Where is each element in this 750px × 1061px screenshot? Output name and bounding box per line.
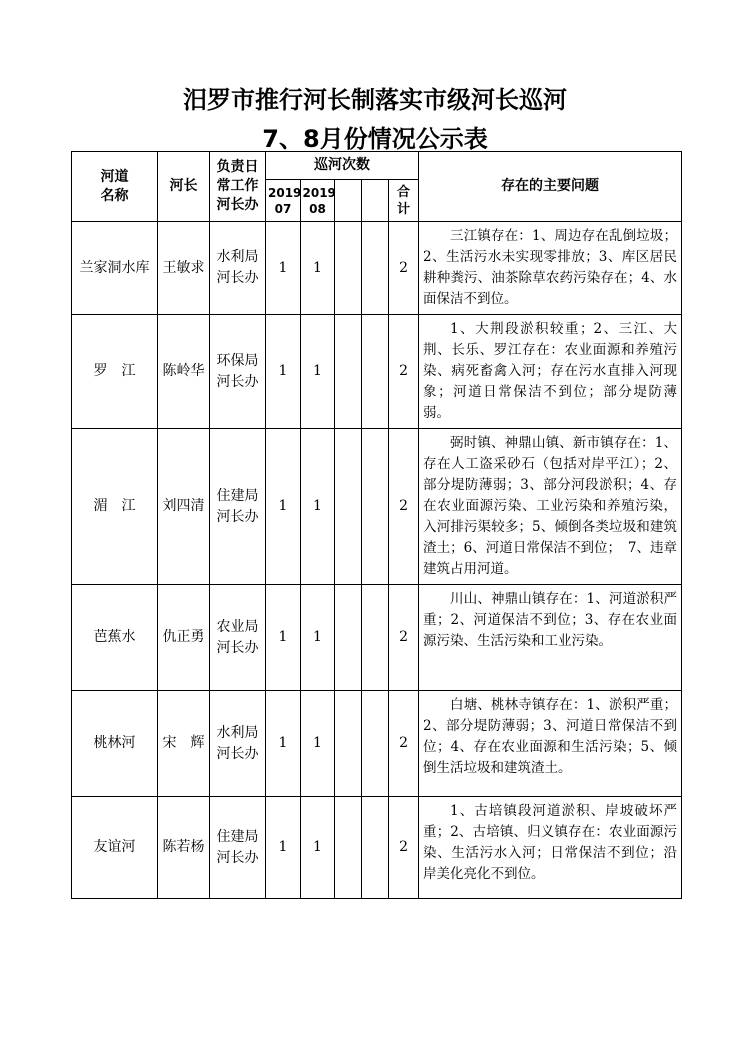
chief-name: 刘四清 [158, 429, 210, 585]
issues-cell: 弼时镇、神鼎山镇、新市镇存在：1、存在人工盗采砂石（包括对岸平江）；2、部分堤防薄弱；3、部分河段淤积；4、存在农业面源污染、工业污染和养殖污染，入河排污渠较多；5、倾倒各类垃圾和建筑渣土；6、河道日常保洁不到位； 7、违章建筑占用河道。 [419, 429, 682, 585]
chief-name: 王敏求 [158, 222, 210, 315]
issues-cell: 白塘、桃林寺镇存在：1、淤积严重；2、部分堤防薄弱；3、河道日常保洁不到位；4、存在农业面源和生活污染；5、倾倒生活垃圾和建筑渣土。 [419, 691, 682, 797]
table-row [72, 691, 682, 797]
count-month-1: 1 [266, 691, 301, 797]
header-month-3 [335, 180, 362, 222]
count-month-3 [335, 585, 362, 691]
count-month-1: 1 [266, 797, 301, 899]
count-month-3 [335, 222, 362, 315]
river-name: 兰家洞水库 [72, 222, 158, 315]
count-month-4 [362, 222, 389, 315]
office-name: 水利局河长办 [210, 691, 266, 797]
chief-name: 仇正勇 [158, 585, 210, 691]
count-month-3 [335, 315, 362, 429]
table-row [72, 797, 682, 899]
count-month-4 [362, 315, 389, 429]
river-name: 罗 江 [72, 315, 158, 429]
count-total: 2 [389, 315, 419, 429]
table-row [72, 222, 682, 315]
chief-name: 陈若杨 [158, 797, 210, 899]
header-month-1: 2019 07 [266, 180, 301, 222]
count-total: 2 [389, 429, 419, 585]
count-total: 2 [389, 585, 419, 691]
count-month-1: 1 [266, 585, 301, 691]
header-patrol-count: 巡河次数 [266, 152, 419, 180]
table-row [72, 585, 682, 691]
river-name: 芭蕉水 [72, 585, 158, 691]
count-month-1: 1 [266, 315, 301, 429]
count-month-4 [362, 691, 389, 797]
count-month-2: 1 [301, 222, 335, 315]
river-name: 桃林河 [72, 691, 158, 797]
count-total: 2 [389, 797, 419, 899]
issues-cell: 1、古培镇段河道淤积、岸坡破坏严重；2、古培镇、归义镇存在：农业面源污染、生活污水入河；日常保洁不到位；沿岸美化亮化不到位。 [419, 797, 682, 899]
table-row [72, 315, 682, 429]
count-month-3 [335, 691, 362, 797]
office-name: 住建局河长办 [210, 797, 266, 899]
count-month-1: 1 [266, 222, 301, 315]
header-month-4 [362, 180, 389, 222]
count-total: 2 [389, 222, 419, 315]
river-name: 友谊河 [72, 797, 158, 899]
issues-cell: 川山、神鼎山镇存在：1、河道淤积严重；2、河道保洁不到位；3、存在农业面源污染、生活污染和工业污染。 [419, 585, 682, 691]
header-river: 河道名称 [72, 152, 158, 222]
count-month-2: 1 [301, 429, 335, 585]
count-month-3 [335, 797, 362, 899]
count-month-2: 1 [301, 691, 335, 797]
header-chief: 河长 [158, 152, 210, 222]
header-issues: 存在的主要问题 [419, 152, 682, 222]
river-patrol-table [71, 151, 682, 899]
count-month-4 [362, 797, 389, 899]
chief-name: 宋 辉 [158, 691, 210, 797]
count-month-3 [335, 429, 362, 585]
count-month-4 [362, 429, 389, 585]
count-month-4 [362, 585, 389, 691]
header-total: 合计 [389, 180, 419, 222]
header-row-1 [72, 152, 682, 180]
river-name: 湄 江 [72, 429, 158, 585]
document-title-line-1: 汨罗市推行河长制落实市级河长巡河 [183, 86, 567, 114]
count-month-2: 1 [301, 797, 335, 899]
header-office: 负责日常工作河长办 [210, 152, 266, 222]
office-name: 环保局河长办 [210, 315, 266, 429]
issues-cell: 三江镇存在：1、周边存在乱倒垃圾；2、生活污水未实现零排放；3、库区居民耕种粪污、油茶除草农药污染存在；4、水面保洁不到位。 [419, 222, 682, 315]
count-month-2: 1 [301, 315, 335, 429]
office-name: 农业局河长办 [210, 585, 266, 691]
count-month-2: 1 [301, 585, 335, 691]
header-month-2: 2019 08 [301, 180, 335, 222]
office-name: 住建局河长办 [210, 429, 266, 585]
issues-cell: 1、大荆段淤积较重；2、三江、大荆、长乐、罗江存在：农业面源和养殖污染、病死畜禽入河；存在污水直排入河现象；河道日常保洁不到位；部分堤防薄弱。 [419, 315, 682, 429]
table-row [72, 429, 682, 585]
office-name: 水利局河长办 [210, 222, 266, 315]
document-title-line-2: 7、8月份情况公示表 [262, 125, 488, 153]
chief-name: 陈岭华 [158, 315, 210, 429]
count-month-1: 1 [266, 429, 301, 585]
count-total: 2 [389, 691, 419, 797]
